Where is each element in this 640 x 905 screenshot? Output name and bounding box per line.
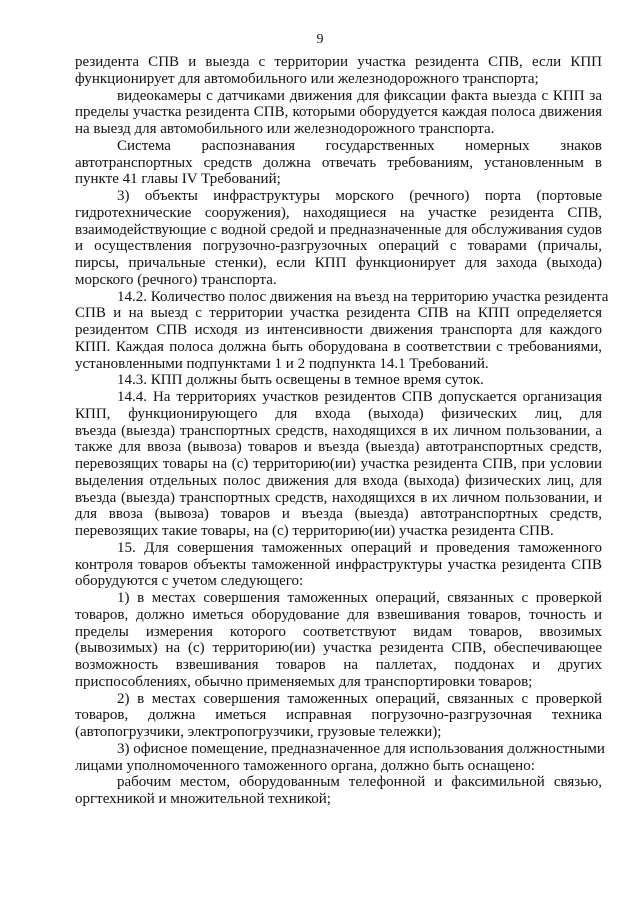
page-number: 9 bbox=[316, 32, 324, 47]
text-line: (автопогрузчики, электропогрузчики, грузовые тележки); bbox=[75, 724, 442, 740]
text-line: 14.2. Количество полос движения на въезд на территорию участка резидента bbox=[117, 288, 609, 305]
text-line: контроля товаров объекты таможенной инфраструктуры участка резидента СПВ bbox=[75, 556, 602, 573]
text-line: для ввоза (вывоза) товаров и въезда (выезда) автотранспортных средств, bbox=[75, 506, 602, 523]
text-line: возможность взвешивания товаров на паллетах, поддонах и других bbox=[75, 657, 602, 673]
text-line: въезда (выезда) транспортных средств, находящихся в их личном пользовании, а bbox=[75, 422, 602, 439]
text-line: 2) в местах совершения таможенных операций, связанных с проверкой bbox=[117, 690, 602, 707]
text-line: 3) офисное помещение, предназначенное для использования должностными bbox=[117, 740, 605, 757]
text-line: выделения отдельных полос движения для входа (выхода) физических лиц, для bbox=[75, 472, 602, 489]
text-line: резидента СПВ и выезда с территории участка резидента СПВ, если КПП bbox=[75, 54, 602, 70]
text-line: пределы измерения которого соответствуют видам товаров, ввозимых bbox=[75, 623, 602, 640]
text-line: пункте 41 главы IV Требований; bbox=[75, 171, 281, 188]
text-line: резидентом СПВ исходя из интенсивности движения транспорта для каждого bbox=[75, 322, 602, 338]
text-line: КПП. Каждая полоса должна быть оборудована в соответствии с требованиями, bbox=[75, 338, 602, 355]
text-line: также для ввоза (вывоза) товаров и въезда (выезда) автотранспортных средств, bbox=[75, 439, 602, 456]
text-line: СПВ и на выезд с территории участка резидента СПВ на КПП определяется bbox=[75, 305, 602, 322]
text-line: лицами уполномоченного таможенного органа, должно быть оснащено: bbox=[75, 757, 535, 774]
text-line: товаров, должно иметься оборудование для взвешивания товаров, точность и bbox=[75, 606, 602, 623]
text-line: Система распознавания государственных номерных знаков bbox=[117, 137, 602, 154]
text-line: установленными подпунктами 1 и 2 подпункта 14.1 Требований. bbox=[75, 355, 489, 372]
document-body bbox=[75, 54, 609, 808]
text-line: товаров, должна иметься исправная погрузочно-разгрузочная техника bbox=[75, 707, 602, 724]
text-line: въезда (выезда) транспортных средств, находящихся в их личном пользовании, и bbox=[75, 489, 602, 506]
text-line: (вывозимых) на (с) территорию(ии) участка резидента СПВ, обеспечивающее bbox=[75, 640, 602, 657]
text-line: 15. Для совершения таможенных операций и проведения таможенного bbox=[117, 539, 602, 556]
text-line: оборудуются с учетом следующего: bbox=[75, 573, 304, 590]
text-line: взаимодействующие с водной средой и предназначенные для обслуживания судов bbox=[75, 221, 602, 238]
text-line: пределы участка резидента СПВ, которыми оборудуется каждая полоса движения bbox=[75, 104, 602, 121]
text-line: 1) в местах совершения таможенных операций, связанных с проверкой bbox=[117, 590, 602, 606]
text-line: перевозящих такие товары, на (с) территорию(ии) участка резидента СПВ. bbox=[75, 523, 554, 539]
text-line: морского (речного) транспорта. bbox=[75, 271, 277, 288]
text-line: и осуществления погрузочно-разгрузочных операций с товарами (причалы, bbox=[75, 238, 602, 255]
text-line: 14.3. КПП должны быть освещены в темное время суток. bbox=[117, 372, 484, 389]
text-line: функционирует для автомобильного или железнодорожного транспорта; bbox=[75, 70, 539, 87]
text-line: на выезд для автомобильного или железнодорожного транспорта. bbox=[75, 121, 495, 137]
text-line: видеокамеры с датчиками движения для фиксации факта выезда с КПП за bbox=[117, 87, 602, 104]
text-line: оргтехникой и множительной техникой; bbox=[75, 791, 331, 807]
text-line: 14.4. На территориях участков резидентов СПВ допускается организация bbox=[117, 389, 602, 405]
text-line: гидротехнические сооружения), находящиеся на участке резидента СПВ, bbox=[75, 204, 602, 221]
text-line: рабочим местом, оборудованным телефонной и факсимильной связью, bbox=[117, 774, 602, 791]
text-line: перевозящих товары на (с) территорию(ии) участка резидента СПВ, при условии bbox=[75, 456, 602, 472]
text-line: автотранспортных средств должна отвечать требованиям, установленным в bbox=[75, 154, 602, 171]
text-line: приспособлениях, обычно применяемых для транспортировки товаров; bbox=[75, 673, 533, 690]
text-line: КПП, функционирующего для входа (выхода) физических лиц, для bbox=[75, 405, 602, 422]
text-line: 3) объекты инфраструктуры морского (речного) порта (портовые bbox=[117, 188, 602, 204]
text-line: пирсы, причальные стенки), если КПП функционирует для захода (выхода) bbox=[75, 255, 602, 271]
